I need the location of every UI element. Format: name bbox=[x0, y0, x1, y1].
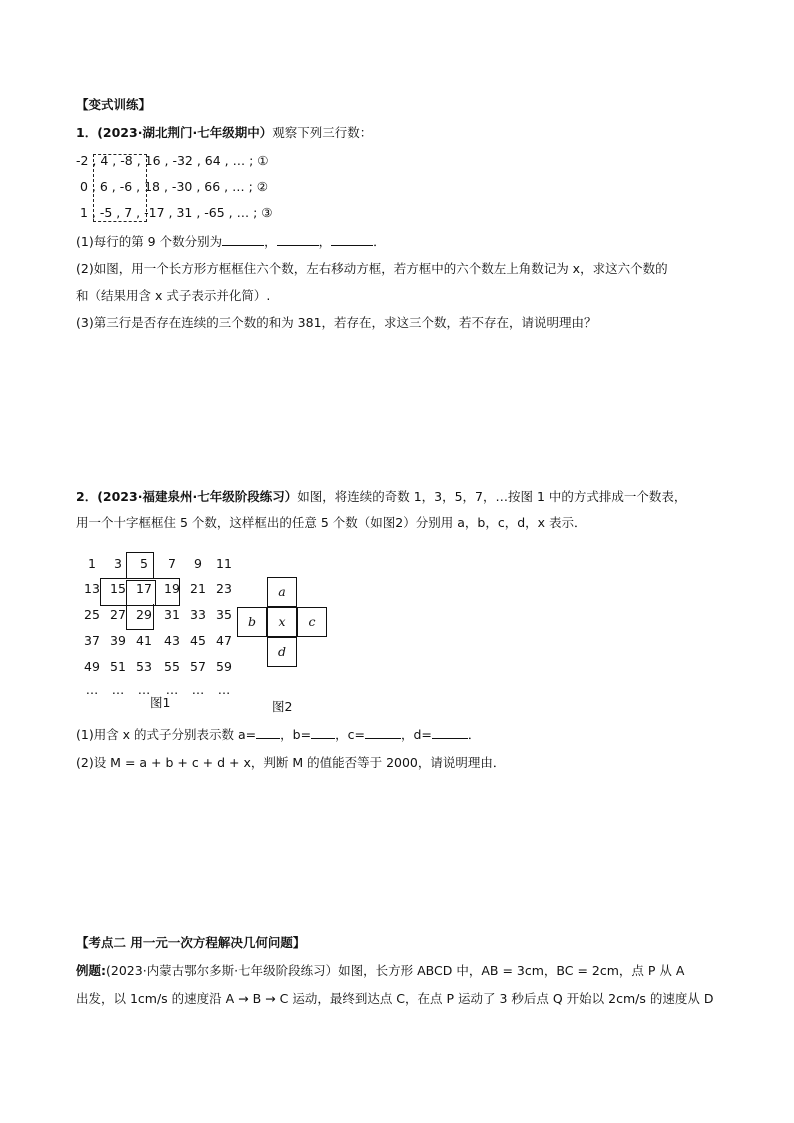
grid-cell-r3-c2: 27 bbox=[110, 607, 126, 622]
example-label: 例题: bbox=[76, 963, 106, 978]
q2-stem-1: 如图，将连续的奇数 1，3，5，7，…按图 1 中的方式排成一个数表， bbox=[297, 489, 687, 504]
q2-part2: (2)设 M = a + b + c + d + x，判断 M 的值能否等于 2000，请说明理由． bbox=[76, 755, 506, 770]
q2-stem-2: 用一个十字框框住 5 个数，这样框出的任意 5 个数（如图2）分别用 a，b，c，d，x 表示． bbox=[76, 515, 587, 530]
grid-cell-r4-c6: 47 bbox=[216, 633, 232, 648]
grid-cell-r1-c6: 11 bbox=[216, 556, 232, 571]
q1-stem: 观察下列三行数： bbox=[272, 125, 373, 140]
grid-cell-r6-c2: … bbox=[111, 682, 125, 697]
grid-cell-r2-c5: 21 bbox=[190, 581, 206, 596]
kaodian2-example-line1 bbox=[76, 962, 684, 980]
q2-part1-c: ，c= bbox=[335, 727, 365, 742]
q1-blank-2[interactable] bbox=[277, 233, 319, 246]
fig1-caption: 图1 bbox=[150, 695, 171, 710]
grid-cell-r5-c2: 51 bbox=[110, 659, 126, 674]
grid-cell-r3-c5: 33 bbox=[190, 607, 206, 622]
grid-cell-r2-c4: 19 bbox=[164, 581, 180, 596]
q2-blank-a[interactable] bbox=[256, 726, 280, 739]
grid-cell-r1-c1: 1 bbox=[88, 556, 96, 571]
fig2-caption: 图2 bbox=[272, 699, 293, 714]
grid-cell-r3-c6: 35 bbox=[216, 607, 232, 622]
q2-blank-c[interactable] bbox=[365, 726, 401, 739]
cross-frame-top-cell bbox=[126, 552, 154, 579]
q1-blank-1[interactable] bbox=[222, 233, 264, 246]
grid-cell-r5-c6: 59 bbox=[216, 659, 232, 674]
cross-cell-x: x bbox=[267, 607, 297, 637]
grid-cell-r1-c3: 5 bbox=[140, 556, 148, 571]
grid-cell-r1-c4: 7 bbox=[168, 556, 176, 571]
grid-cell-r4-c3: 41 bbox=[136, 633, 152, 648]
cross-cell-a: a bbox=[267, 577, 297, 607]
q2-blank-d[interactable] bbox=[432, 726, 468, 739]
q1-row-1: -2 , 4 , -8 , 16 , -32 , 64 , … ; ① bbox=[76, 153, 269, 168]
grid-cell-r3-c3: 29 bbox=[136, 607, 152, 622]
grid-cell-r2-c2: 15 bbox=[110, 581, 126, 596]
grid-cell-r5-c1: 49 bbox=[84, 659, 100, 674]
grid-cell-r6-c5: … bbox=[191, 682, 205, 697]
grid-cell-r4-c2: 39 bbox=[110, 633, 126, 648]
cross-cell-d: d bbox=[267, 637, 297, 667]
q1-row-3: 1 , -5 , 7 , -17 , 31 , -65 , … ; ③ bbox=[76, 205, 273, 220]
grid-cell-r6-c1: … bbox=[85, 682, 99, 697]
grid-cell-r6-c3: … bbox=[137, 682, 151, 697]
grid-cell-r1-c5: 9 bbox=[194, 556, 202, 571]
q1-part3: (3)第三行是否存在连续的三个数的和为 381，若存在，求这三个数，若不存在，请说明理由？ bbox=[76, 315, 597, 330]
cross-frame-bottom bbox=[126, 604, 154, 630]
q1-sep-1: ， bbox=[264, 234, 277, 249]
q2-part1-end: ． bbox=[467, 727, 481, 742]
q2-part1-a: (1)用含 x 的式子分别表示数 a= bbox=[76, 727, 257, 742]
q1-number: 1． bbox=[76, 125, 98, 140]
grid-cell-r1-c2: 3 bbox=[114, 556, 122, 571]
q2-part1 bbox=[76, 726, 480, 744]
q2-source: (2023·福建泉州·七年级阶段练习） bbox=[97, 489, 298, 504]
section-title: 【变式训练】 bbox=[76, 97, 152, 112]
q1-part2-line1: (2)如图，用一个长方形方框框住六个数，左右移动方框，若方框中的六个数左上角数记为 x，求这六个数的 bbox=[76, 261, 668, 276]
grid-cell-r2-c3: 17 bbox=[136, 581, 152, 596]
grid-cell-r3-c4: 31 bbox=[164, 607, 180, 622]
grid-cell-r5-c5: 57 bbox=[190, 659, 206, 674]
grid-cell-r6-c4: … bbox=[165, 682, 179, 697]
q1-part2-line2: 和（结果用含 x 式子表示并化简）. bbox=[76, 288, 271, 303]
q1-row-2: 0 , 6 , -6 , 18 , -30 , 66 , … ; ② bbox=[76, 179, 268, 194]
q2-header bbox=[76, 488, 686, 506]
q2-number: 2． bbox=[76, 489, 98, 504]
q1-header bbox=[76, 124, 372, 142]
q2-part1-d: ，d= bbox=[400, 727, 432, 742]
kaodian2-example-line2: 出发，以 1cm/s 的速度沿 A → B → C 运动，最终到达点 C，在点 P 运动了 3 秒后点 Q 开始以 2cm/s 的速度从 D bbox=[76, 991, 714, 1006]
grid-cell-r6-c6: … bbox=[217, 682, 231, 697]
grid-cell-r4-c1: 37 bbox=[84, 633, 100, 648]
grid-cell-r4-c4: 43 bbox=[164, 633, 180, 648]
q1-end: ． bbox=[373, 234, 386, 249]
q1-source: (2023·湖北荆门·七年级期中） bbox=[97, 125, 273, 140]
kaodian2-title: 【考点二 用一元一次方程解决几何问题】 bbox=[76, 935, 306, 950]
q1-part1 bbox=[76, 233, 386, 251]
grid-cell-r5-c4: 55 bbox=[164, 659, 180, 674]
q1-sep-2: ， bbox=[318, 234, 332, 249]
cross-cell-b: b bbox=[237, 607, 267, 637]
grid-cell-r3-c1: 25 bbox=[84, 607, 100, 622]
q1-blank-3[interactable] bbox=[331, 233, 373, 246]
grid-cell-r2-c1: 13 bbox=[84, 581, 100, 596]
q2-blank-b[interactable] bbox=[311, 726, 335, 739]
q1-dashed-frame bbox=[93, 154, 147, 222]
cross-frame-middle bbox=[100, 578, 180, 606]
example-text-1: (2023·内蒙古鄂尔多斯·七年级阶段练习）如图，长方形 ABCD 中，AB = 3cm，BC = 2cm，点 P 从 A bbox=[106, 963, 685, 978]
grid-cell-r5-c3: 53 bbox=[136, 659, 152, 674]
cross-cell-c: c bbox=[297, 607, 327, 637]
grid-cell-r2-c6: 23 bbox=[216, 581, 232, 596]
grid-cell-r4-c5: 45 bbox=[190, 633, 206, 648]
q2-part1-b: ，b= bbox=[280, 727, 312, 742]
q1-part1-text: (1)每行的第 9 个数分别为 bbox=[76, 234, 223, 249]
q2-figure1-grid bbox=[76, 555, 236, 695]
